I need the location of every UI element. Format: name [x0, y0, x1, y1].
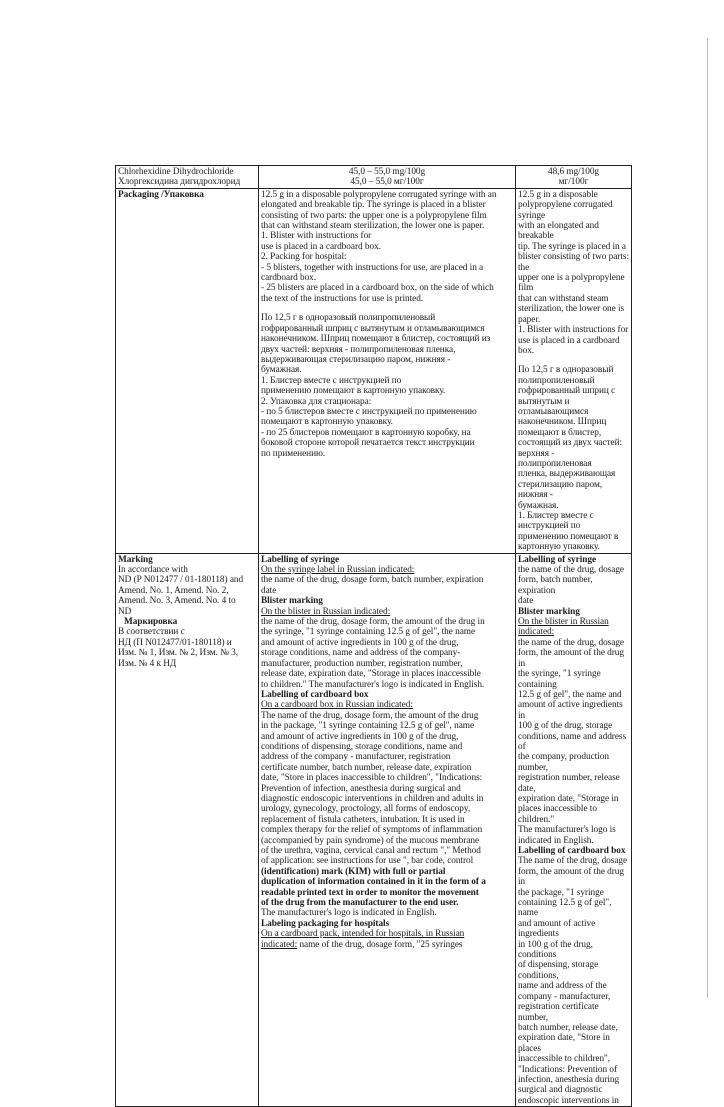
- ingredient-name-ru: Хлоргексидина дигидрохлорид: [118, 177, 241, 188]
- text-line: company - manufacturer,: [518, 991, 611, 1002]
- text-line: duplication of information contained in it in the form of a: [261, 877, 486, 888]
- text-line: применению помещают в картонную упаковку.: [261, 386, 446, 397]
- actual-blister-text: [518, 638, 629, 846]
- text-line: to children." The manufacturer's logo is indicated in English.: [261, 679, 485, 690]
- packaging-requirement-cell: [259, 188, 516, 553]
- text-line: помещают в блистер,: [518, 427, 602, 438]
- text-line: places inaccessible to children.": [518, 804, 597, 825]
- text-line: помещают в картонную упаковку.: [261, 417, 393, 428]
- text-line: of the urethra, vagina, cervical canal and rectum "," Method: [261, 846, 481, 856]
- text-line: The manufacturer's logo is: [518, 825, 616, 836]
- text-line: 1. Blister with instructions for: [261, 231, 372, 242]
- text-line: urology, gynecology, proctology, all forms of endoscopy,: [261, 804, 471, 815]
- text-line: complex therapy for the relief of symptoms of inflammation: [261, 825, 483, 836]
- packaging-label: Packaging /Упаковка: [116, 188, 259, 553]
- text-line: Amend. No. 3, Amend. No. 4 to: [118, 596, 236, 607]
- text-line: Изм. № 1, Изм. № 2, Изм. № 3,: [118, 648, 239, 659]
- text-line: sterilization, the lower one is: [518, 304, 625, 315]
- text-line: - 5 blisters, together with instructions for use, are placed in a: [261, 262, 484, 273]
- text-line: 2. Упаковка для стационара:: [261, 396, 372, 407]
- text-line: наконечником. Шприц: [518, 417, 607, 428]
- box-labelling-bold-text: [261, 867, 513, 909]
- text-line: двух частей: верхняя - полипропиленовая пленка,: [261, 344, 456, 355]
- text-line: 2. Packing for hospital:: [261, 252, 347, 263]
- text-line: name and address of the: [518, 981, 607, 992]
- blister-marking-subheading: On the blister in Russian indicated:: [261, 606, 391, 617]
- text-line: картонную упаковку.: [518, 542, 600, 553]
- ingredient-range-cell: [259, 166, 516, 189]
- ingredient-name-en: Chlorhexidine Dihydrochloride: [118, 167, 234, 177]
- syringe-labelling-subheading: On the syringe label in Russian indicated:: [261, 565, 415, 576]
- text-line: registration certificate number,: [518, 1002, 599, 1023]
- text-line: that can withstand steam sterilization, the lower one is paper.: [261, 221, 485, 232]
- text-line: бумажная.: [518, 500, 559, 511]
- actual-box-heading: Labelling of cardboard box: [518, 846, 626, 856]
- logo-note: The manufacturer's logo is indicated in English.: [261, 908, 437, 919]
- text-line: amount of active ingredients in: [518, 700, 623, 721]
- ingredient-actual-cell: [516, 166, 632, 189]
- text-line: manufacturer, production number, registration number,: [261, 658, 463, 669]
- text-line: and amount of active ingredients: [518, 918, 596, 940]
- text-line: date: [518, 596, 534, 607]
- text-line: elongated and breakable tip. The syringe is placed in a blister: [261, 200, 486, 211]
- text-line: cardboard box.: [261, 273, 317, 284]
- text-line: the package, "1 syringe: [518, 887, 604, 898]
- packaging-actual-cell: [516, 188, 632, 553]
- text-line: Изм. № 4 к НД: [118, 658, 177, 669]
- text-line: that can withstand steam: [518, 293, 609, 304]
- text-line: боковой стороне которой печатается текст инструкции: [261, 438, 475, 449]
- text-line: выдерживающая стерилизацию паром, нижняя -: [261, 354, 451, 365]
- text-line: наконечником. Шприц помещают в блистер, состоящий из: [261, 334, 491, 345]
- box-labelling-subheading: On a cardboard box in Russian indicated:: [261, 700, 413, 711]
- text-line: the company, production number,: [518, 752, 609, 773]
- text-line: по применению.: [261, 448, 326, 459]
- text-line: conditions of dispensing, storage conditions, name and: [261, 741, 463, 752]
- actual-blister-subheading: [518, 617, 629, 638]
- text-line: В соответствии с: [118, 627, 185, 638]
- hospital-labelling-text: name of the drug, dosage form, "25 syringes: [297, 939, 463, 950]
- actual-box-text: [518, 856, 629, 1106]
- text-line: inaccessible to children",: [518, 1054, 611, 1065]
- table-row-packaging: [116, 188, 632, 553]
- text-line: diagnostic endoscopic interventions in children and adults in: [261, 793, 484, 804]
- text-line: the name of the drug, dosage: [518, 565, 624, 576]
- text-line: of the drug from the manufacturer to the end user.: [261, 898, 459, 909]
- text-line: - по 5 блистеров вместе с инструкцией по применению: [261, 406, 477, 417]
- text-line: The name of the drug, dosage form, the amount of the drug: [261, 710, 479, 721]
- text-line: use is placed in a cardboard box.: [261, 241, 381, 252]
- text-line: release date, expiration date, "Storage in places inaccessible: [261, 669, 481, 680]
- packaging-actual-text: [518, 190, 629, 553]
- text-line: and amount of active ingredients in 100 g of the drug,: [261, 731, 459, 742]
- text-line: address of the company - manufacturer, registration: [261, 752, 451, 763]
- text-line: 1. Blister with instructions for: [518, 325, 629, 336]
- text-line: стерилизацию паром, нижняя -: [518, 479, 603, 501]
- text-line: the name of the drug, dosage form, batch number, expiration: [261, 575, 484, 586]
- hospital-labelling-subheading: On a cardboard pack, intended for hospitals, in Russian: [261, 929, 465, 940]
- text-line: with an elongated and breakable: [518, 221, 599, 242]
- text-line: registration number, release date,: [518, 773, 620, 794]
- text-line: tip. The syringe is placed in a: [518, 241, 627, 252]
- text-line: По 12,5 г в одноразовый полипропиленовый: [261, 313, 436, 324]
- text-line: - по 25 блистеров помещают в картонную коробку, на: [261, 427, 471, 438]
- text-line: indicated:: [518, 627, 555, 638]
- text-line: НД (П N012477/01-180118) и: [118, 637, 232, 648]
- text-line: endoscopic interventions in: [518, 1095, 619, 1106]
- text-line: инструкцией по: [518, 521, 581, 532]
- text-line: гофрированный шприц с: [518, 386, 616, 397]
- text-line: пленка, выдерживающая: [518, 469, 616, 480]
- text-line: replacement of fistula catheters, intubation. It is used in: [261, 814, 465, 825]
- text-line: indicated in English.: [518, 835, 594, 846]
- text-line: 100 g of the drug, storage: [518, 721, 613, 732]
- text-line: upper one is a polypropylene film: [518, 273, 625, 294]
- text-line: вытянутым и отламывающимся: [518, 396, 589, 417]
- text-line: По 12,5 г в одноразовый: [518, 365, 614, 376]
- text-line: form, the amount of the drug in: [518, 648, 625, 669]
- range-en: 45,0 – 55,0 mg/100g: [348, 167, 426, 177]
- marking-reference-ru: [118, 627, 256, 669]
- text-line: - 25 blisters are placed in a cardboard box, on the side of which: [261, 283, 494, 294]
- text-line: consisting of two parts: the upper one is a polypropylene film: [261, 210, 487, 221]
- text-line: certificate number, batch number, release date, expiration: [261, 762, 472, 773]
- text-line: and amount of active ingredients in 100 g of the drug,: [261, 637, 459, 648]
- hospital-labelling-last-line: [261, 940, 513, 950]
- hospital-labelling-heading: Labeling packaging for hospitals: [261, 918, 390, 929]
- packaging-requirement-text: [261, 190, 513, 459]
- table-row-active-ingredient: [116, 166, 632, 189]
- text-line: Amend. No. 1, Amend. No. 2,: [118, 585, 229, 596]
- scan-edge-line: [707, 38, 708, 998]
- text-line: form, batch number, expiration: [518, 575, 593, 596]
- actual-en: 48,6 mg/100g: [547, 167, 600, 177]
- text-line: expiration date, "Storage in: [518, 793, 619, 804]
- text-line: the name of the drug, dosage: [518, 637, 624, 648]
- text-line: date: [261, 585, 277, 596]
- marking-title-ru: Маркировка: [124, 617, 178, 628]
- text-line: the syringe, "1 syringe containing: [518, 669, 601, 690]
- box-labelling-heading: Labelling of cardboard box: [261, 689, 369, 700]
- blister-marking-heading: Blister marking: [261, 596, 323, 607]
- text-line: surgical and diagnostic: [518, 1085, 603, 1096]
- marking-reference-en: [118, 565, 256, 617]
- text-line: 12.5 g in a disposable: [518, 189, 598, 200]
- actual-syringe-text: [518, 565, 629, 607]
- box-labelling-text: [261, 711, 513, 867]
- text-line: storage conditions, name and address of the company-: [261, 648, 461, 659]
- text-line: form, the amount of the drug in: [518, 866, 625, 888]
- text-line: состоящий из двух частей:: [518, 438, 623, 449]
- text-line: [518, 356, 629, 365]
- actual-ru: мг/100г: [558, 177, 589, 188]
- text-line: (accompanied by pain syndrome) of the mucous membrane: [261, 835, 480, 846]
- text-line: polypropylene corrugated syringe: [518, 200, 613, 221]
- text-line: бумажная.: [261, 365, 302, 376]
- text-line: (identification) mark (KIM) with full or partial: [261, 866, 446, 877]
- text-line: containing 12.5 g of gel", name: [518, 898, 612, 919]
- syringe-labelling-text: [261, 575, 513, 596]
- text-line: гофрированный шприц с вытянутым и отламывающимся: [261, 323, 485, 334]
- text-line: paper.: [518, 314, 541, 325]
- text-line: of dispensing, storage conditions,: [518, 960, 599, 981]
- text-line: the text of the instructions for use is printed.: [261, 293, 424, 304]
- text-line: the name of the drug, dosage form, the amount of the drug in: [261, 617, 485, 628]
- text-line: ND: [118, 606, 132, 617]
- actual-syringe-heading: Labelling of syringe: [518, 554, 597, 565]
- syringe-labelling-heading: Labelling of syringe: [261, 554, 340, 565]
- range-ru: 45,0 – 55,0 мг/100г: [350, 177, 424, 188]
- text-line: 12.5 g of gel", the name and: [518, 689, 622, 700]
- actual-blister-heading: Blister marking: [518, 606, 580, 617]
- text-line: On the blister in Russian: [518, 617, 609, 628]
- text-line: The name of the drug, dosage: [518, 856, 628, 867]
- text-line: use is placed in a cardboard box.: [518, 335, 620, 356]
- text-line: "Indications: Prevention of: [518, 1064, 618, 1075]
- text-line: Prevention of infection, anesthesia during surgical and: [261, 783, 461, 794]
- text-line: верхняя - полипропиленовая: [518, 448, 592, 469]
- text-line: conditions, name and address of: [518, 731, 627, 752]
- text-line: expiration date, "Store in places: [518, 1033, 610, 1054]
- hospital-labelling-subheading-end: indicated:: [261, 939, 298, 950]
- text-line: batch number, release date,: [518, 1022, 618, 1033]
- text-line: date, "Store in places inaccessible to children", "Indications:: [261, 773, 483, 784]
- text-line: the syringe, "1 syringe containing 12.5 g of gel", the name: [261, 627, 476, 638]
- specification-table: [115, 165, 632, 1107]
- blister-marking-text: [261, 617, 513, 690]
- text-line: In accordance with: [118, 565, 188, 576]
- text-line: of application: see instructions for use ", bar code, control: [261, 856, 474, 867]
- text-line: ND (P N012477 / 01-180118) and: [118, 575, 244, 586]
- text-line: полипропиленовый: [518, 375, 595, 386]
- text-line: readable printed text in order to monitor the movement: [261, 887, 479, 898]
- text-line: [261, 304, 513, 313]
- text-line: in 100 g of the drug, conditions: [518, 939, 593, 961]
- marking-title: Marking: [118, 554, 153, 565]
- text-line: 12.5 g in a disposable polypropylene corrugated syringe with an: [261, 189, 497, 200]
- text-line: применению помещают в: [518, 531, 619, 542]
- text-line: infection, anesthesia during: [518, 1074, 620, 1085]
- text-line: 1. Блистер вместе с: [518, 511, 594, 521]
- text-line: in the package, "1 syringe containing 12.5 g of gel", name: [261, 721, 475, 732]
- ingredient-name-cell: [116, 166, 259, 189]
- text-line: 1. Блистер вместе с инструкцией по: [261, 375, 402, 386]
- text-line: blister consisting of two parts: the: [518, 252, 629, 273]
